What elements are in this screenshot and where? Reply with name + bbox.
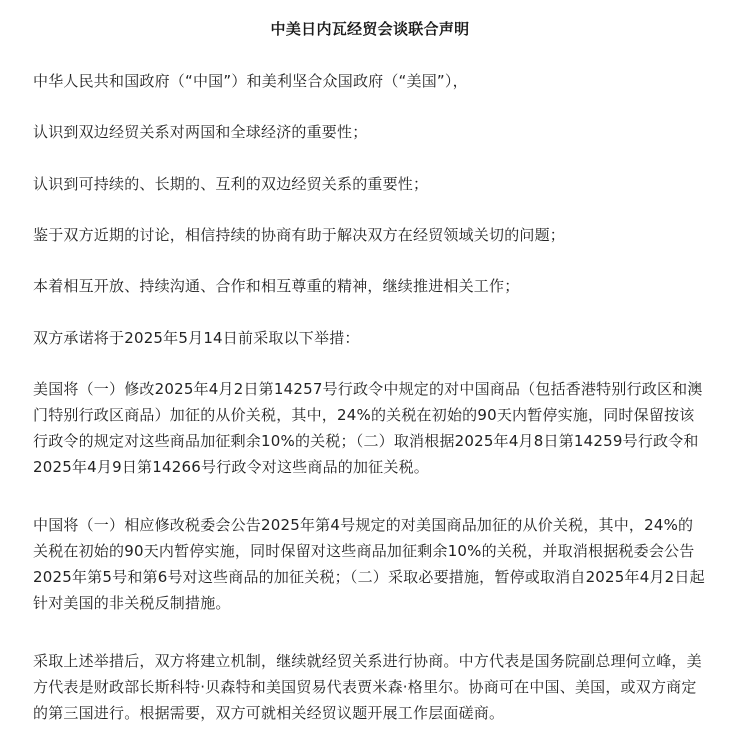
paragraph-consultation-mechanism: 采取上述举措后，双方将建立机制，继续就经贸关系进行协商。中方代表是国务院副总理何立峰，美方代表是财政部长斯科特·贝森特和美国贸易代表贾米森·格里尔。协商可在中国、美国，或双方商定的第三国进行。根据需要，双方可就相关经贸议题开展工作层面磋商。 xyxy=(33,652,702,722)
paragraph-spirit: 本着相互开放、持续沟通、合作和相互尊重的精神，继续推进相关工作； xyxy=(33,277,520,295)
document-title: 中美日内瓦经贸会谈联合声明 xyxy=(270,20,470,38)
paragraph-recent-discussions: 鉴于双方近期的讨论，相信持续的协商有助于解决双方在经贸领域关切的问题； xyxy=(33,226,566,244)
paragraph-us-measures: 美国将（一）修改2025年4月2日第14257号行政令中规定的对中国商品（包括香港特别行政区和澳门特别行政区商品）加征的从价关税，其中，24%的关税在初始的90天内暂停实施，同时保留按该行政令的规定对这些商品加征剩余10%的关税；（二）取消根据2025年4月8日第14259号行政令和2025年4月9日第14266号行政令对这些商品的加征关税。 xyxy=(33,380,703,476)
paragraph-commitment-date: 双方承诺将于2025年5月14日前采取以下举措： xyxy=(33,329,360,347)
paragraph-recognition-importance: 认识到双边经贸关系对两国和全球经济的重要性； xyxy=(33,123,368,141)
paragraph-preamble-parties: 中华人民共和国政府（“中国”）和美利坚合众国政府（“美国”）， xyxy=(33,72,468,90)
paragraph-recognition-sustainable: 认识到可持续的、长期的、互利的双边经贸关系的重要性； xyxy=(33,175,429,193)
paragraph-china-measures: 中国将（一）相应修改税委会公告2025年第4号规定的对美国商品加征的从价关税，其中，24%的关税在初始的90天内暂停实施，同时保留对这些商品加征剩余10%的关税，并取消根据税委会公告2025年第5号和第6号对这些商品的加征关税；（二）采取必要措施，暂停或取消自2025年4月2日起针对美国的非关税反制措施。 xyxy=(33,516,705,612)
